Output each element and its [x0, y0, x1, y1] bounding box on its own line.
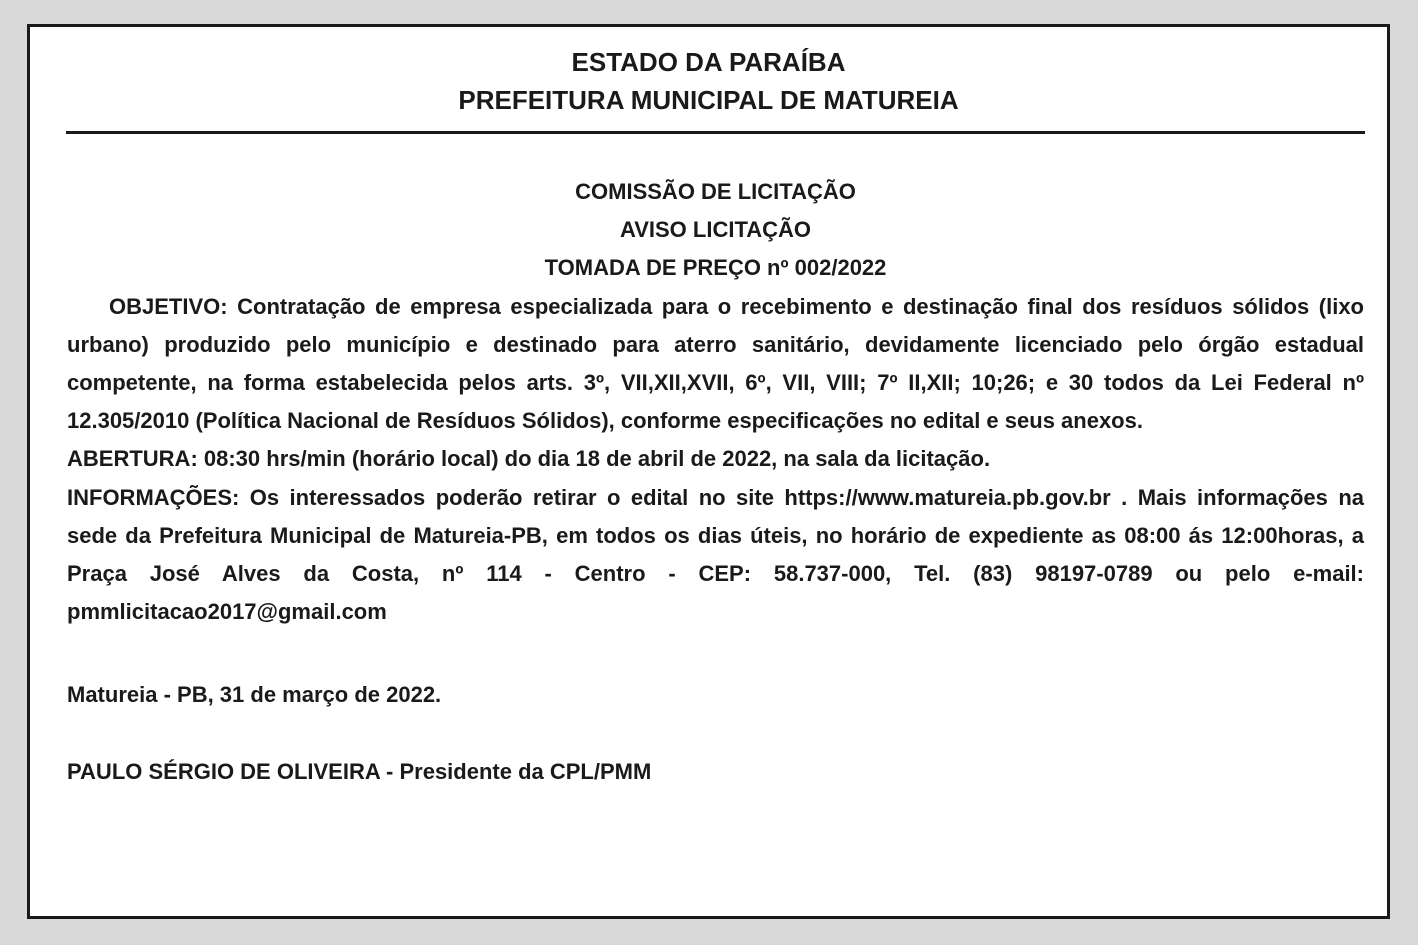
commission-title: COMISSÃO DE LICITAÇÃO	[575, 179, 856, 204]
date-line: Matureia - PB, 31 de março de 2022.	[67, 682, 442, 708]
opening-paragraph: ABERTURA: 08:30 hrs/min (horário local) do dia 18 de abril de 2022, na sala da licitação.	[67, 446, 991, 472]
information-paragraph: INFORMAÇÕES: Os interessados poderão retirar o edital no site https://www.matureia.pb.gov.br . Mais informações na sede da Prefeitura Municipal de Matureia-PB, em todos os dias úteis, no horário de expediente as 08:00 ás 12:00horas, a Praça José Alves da Costa, nº 114 - Centro - CEP: 58.737-000, Tel. (83) 98197-0789 ou pelo e-mail: pmmlicitacao2017@gmail.com	[67, 484, 1364, 625]
objective-paragraph: OBJETIVO: Contratação de empresa especializada para o recebimento e destinação final dos resíduos sólidos (lixo urbano) produzido pelo município e destinado para aterro sanitário, devidamente licenciado pelo órgão estadual competente, na forma estabelecida pelos arts. 3º, VII,XII,XVII, 6º, VII, VIII; 7º II,XII; 10;26; e 30 todos da Lei Federal nº 12.305/2010 (Política Nacional de Resíduos Sólidos), conforme especificações no edital e seus anexos.	[67, 293, 1364, 434]
signature-line: PAULO SÉRGIO DE OLIVEIRA - Presidente da CPL/PMM	[67, 758, 652, 784]
spacer	[67, 631, 1364, 676]
process-number: TOMADA DE PREÇO nº 002/2022	[544, 255, 887, 281]
header-divider	[66, 131, 1365, 134]
header-municipality: PREFEITURA MUNICIPAL DE MATUREIA	[458, 85, 959, 115]
header-state: ESTADO DA PARAÍBA	[571, 47, 846, 77]
header	[30, 43, 1387, 119]
notice-title: AVISO LICITAÇÃO	[619, 217, 812, 243]
spacer	[67, 715, 1364, 753]
notice-content	[67, 173, 1364, 791]
notice-box	[27, 24, 1390, 919]
